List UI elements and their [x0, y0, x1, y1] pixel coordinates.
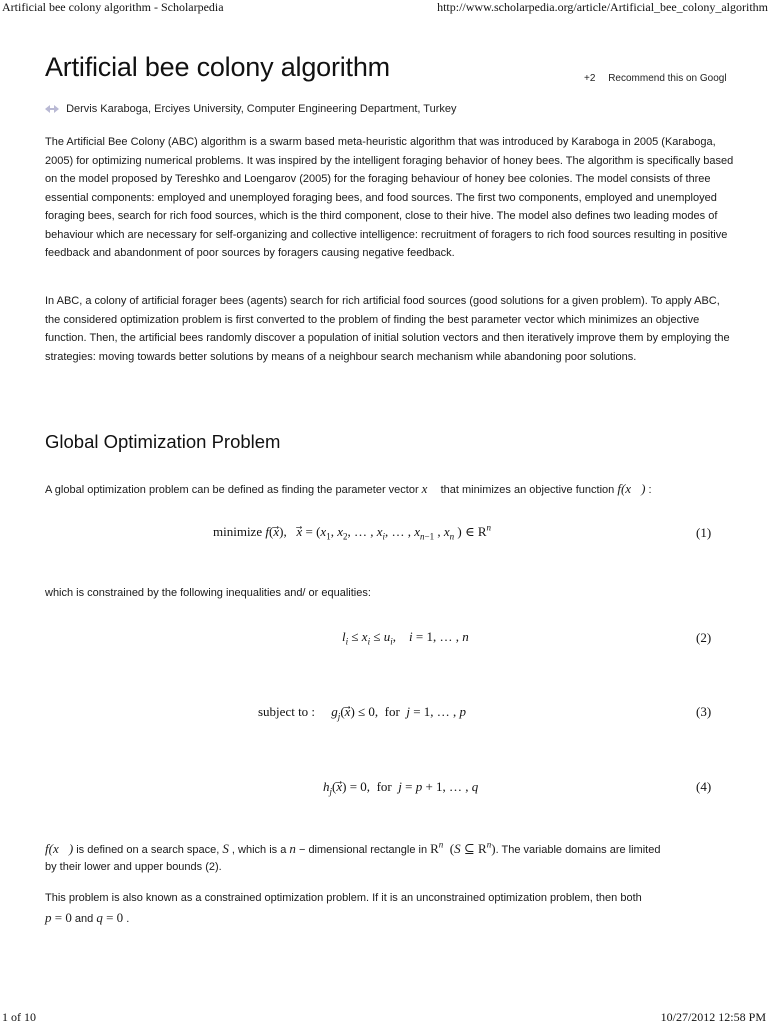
section-heading: Global Optimization Problem: [45, 431, 281, 452]
recommend-widget[interactable]: [584, 73, 768, 84]
equation-3: subject to : $g_j(x⃗) \le 0$, for j = 1, … , p: [258, 704, 467, 722]
print-header-url[interactable]: http://www.scholarpedia.org/article/Artificial_bee_colony_algorithm: [437, 0, 768, 14]
search-space-text-d: . The variable domains are limited: [495, 844, 661, 856]
search-space-line-2: by their lower and upper bounds (2).: [45, 861, 222, 873]
constraints-intro: which is constrained by the following inequalities and/ or equalities:: [45, 587, 371, 599]
p-equals-zero: p = 0: [45, 910, 72, 925]
search-space-line-1: [45, 841, 660, 857]
go-definition-text-b: that minimizes an objective function: [437, 484, 618, 496]
search-space-text-b: , which is a: [228, 844, 290, 856]
go-definition-text-a: A global optimization problem can be defined as finding the parameter vector: [45, 484, 422, 496]
objective-fx-2: f(x⃗): [45, 841, 74, 856]
equation-4-for: for: [376, 779, 392, 794]
constrained-line-1: This problem is also known as a constrained optimization problem. If it is an unconstrained optimization problem, then both: [45, 892, 642, 904]
search-space-text-a: is defined on a search space,: [73, 844, 223, 856]
go-definition: [45, 481, 652, 497]
print-header: [0, 0, 768, 16]
objective-fx: f(x⃗): [617, 481, 646, 496]
article-title: Artificial bee colony algorithm: [45, 52, 390, 82]
constrained-and: and: [71, 913, 97, 925]
recommend-count: +2: [584, 73, 596, 84]
author-arrow-icon: [45, 105, 59, 113]
equation-3-for: for: [384, 704, 400, 719]
author-line: [45, 103, 457, 115]
equation-1-word: minimize: [213, 524, 263, 539]
print-header-title: Artificial bee colony algorithm - Scholarpedia: [2, 0, 224, 14]
equation-4: $h_j(x⃗) = 0$, for j = p + 1, … , q: [323, 779, 479, 797]
equation-1-number: (1): [696, 525, 712, 540]
equation-4-number: (4): [696, 779, 712, 794]
constrained-line-2: p = 0 and q = 0 .: [45, 910, 130, 925]
search-space-text-c: − dimensional rectangle in: [295, 844, 431, 856]
search-space-s: S: [222, 841, 229, 856]
equation-2-number: (2): [696, 630, 712, 645]
q-equals-zero: q = 0: [96, 910, 124, 925]
page-count: 1 of 10: [2, 1010, 36, 1024]
print-footer: [0, 1010, 768, 1024]
intro-paragraph-1: The Artificial Bee Colony (ABC) algorithm is a swarm based meta-heuristic algorithm that was introduced by Karaboga in 2005 (Karaboga, 2005) for optimizing numerical problems. It was inspired by the intelligent foraging behavior of honey bees. The algorithm is specifically based on the model proposed by Tereshko and Loengarov (2005) for the foraging behaviour of honey bee colonies. The model consists of three essential components: employed and unemployed foraging bees, and food sources. The first two components, employed and unemployed foraging bees, search for rich food sources, which is the third component, close to their hive. The model also defines two leading modes of behaviour which are necessary for self-organizing and collective intelligence: recruitment of foragers to rich food sources resulting in positive feedback and abandonment of poor sources by foragers causing negative feedback.: [45, 136, 734, 259]
vector-x: x⃗: [421, 481, 438, 496]
equation-3-number: (3): [696, 704, 712, 719]
equation-1: minimize f(x⃗), x⃗ = ($x_1$, $x_2$, … , $x_i$, … , $x_{n-1}$ , $x_n$ ) ∈ $R^n$: [213, 522, 492, 542]
author-text[interactable]: Dervis Karaboga, Erciyes University, Computer Engineering Department, Turkey: [66, 103, 457, 115]
equation-2: $l_i \le x_i \le u_i$, i = 1, … , n: [342, 629, 469, 647]
real-space-symbol: $R^n$ (S ⊆ $R^n$): [430, 839, 496, 856]
dimension-n: n: [289, 841, 296, 856]
recommend-label[interactable]: Recommend this on Googl: [608, 73, 727, 84]
equation-3-word: subject to :: [258, 704, 316, 719]
intro-paragraph-2: In ABC, a colony of artificial forager bees (agents) search for rich artificial food sources (good solutions for a given problem). To apply ABC, the considered optimization problem is first converted to the problem of finding the best parameter vector which minimizes an objective function. Then, the artificial bees randomly discover a population of initial solution vectors and then iteratively improve them by employing the strategies: moving towards better solutions by means of a neighbour search mechanism while abandoning poor solutions.: [45, 295, 730, 363]
print-timestamp: 10/27/2012 12:58 PM: [660, 1010, 766, 1024]
go-definition-text-c: :: [645, 484, 652, 496]
